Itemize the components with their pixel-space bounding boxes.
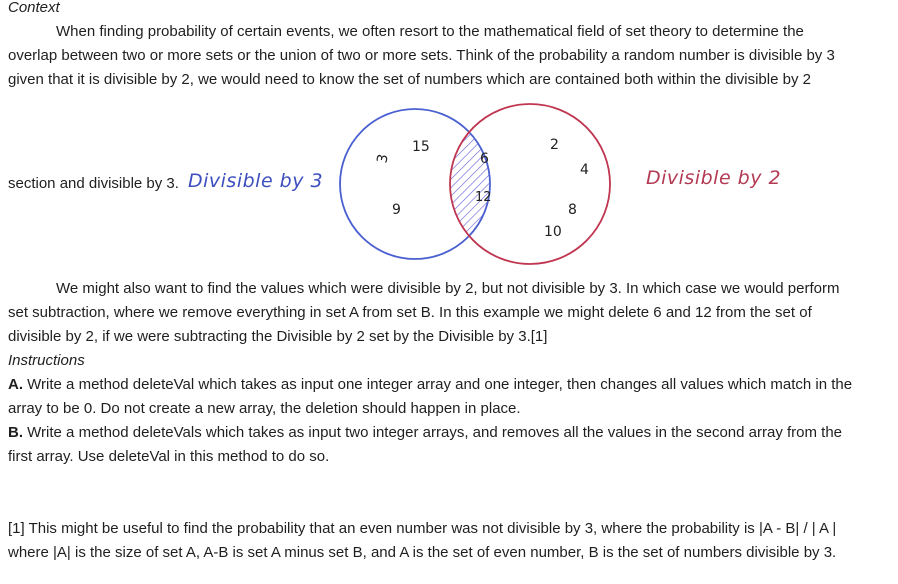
instruction-b-line-2: first array. Use deleteVal in this method to do so. xyxy=(8,448,330,465)
instructions-heading: Instructions xyxy=(8,352,85,369)
intersection-value: 6 xyxy=(480,151,489,167)
intro-line-1: When finding probability of certain events, we often resort to the mathematical field of set theory to determine the xyxy=(56,23,804,40)
set-a-value: 15 xyxy=(412,139,430,155)
set-a-label: Divisible by 3 xyxy=(188,170,324,192)
instruction-b-text: Write a method deleteVals which takes as input two integer arrays, and removes all the values in the second array from the xyxy=(23,424,843,441)
context-heading: Context xyxy=(8,0,60,16)
instruction-b-line-1 xyxy=(8,423,842,443)
set-a-value: 9 xyxy=(392,202,401,218)
instruction-a-line-1 xyxy=(8,375,852,395)
subtraction-line-1: We might also want to find the values which were divisible by 2, but not divisible by 3. In which case we would perform xyxy=(56,280,840,297)
venn-diagram xyxy=(330,96,640,274)
instruction-a-line-2: array to be 0. Do not create a new array, the deletion should happen in place. xyxy=(8,400,521,417)
instruction-a-text: Write a method deleteVal which takes as input one integer array and one integer, then changes all values which match in the xyxy=(23,376,853,393)
set-a-value: 3 xyxy=(374,152,392,165)
instruction-b-marker: B. xyxy=(8,424,23,441)
intersection-value: 12 xyxy=(475,190,492,205)
set-b-value: 2 xyxy=(550,137,559,153)
footnote-line-1: [1] This might be useful to find the probability that an even number was not divisible by 3, where the probability is |A - B| / | A | xyxy=(8,520,837,537)
set-b-label: Divisible by 2 xyxy=(646,167,782,189)
set-b-value: 4 xyxy=(580,162,589,178)
set-b-value: 10 xyxy=(544,224,562,240)
subtraction-line-2: set subtraction, where we remove everything in set A from set B. In this example we might delete 6 and 12 from the set of xyxy=(8,304,812,321)
intro-line-4: section and divisible by 3. xyxy=(8,175,179,192)
set-b-value: 8 xyxy=(568,202,577,218)
intro-line-2: overlap between two or more sets or the union of two or more sets. Think of the probability a random number is divisible by 3 xyxy=(8,47,835,64)
intro-line-3: given that it is divisible by 2, we would need to know the set of numbers which are contained both within the divisible by 2 xyxy=(8,71,811,88)
subtraction-line-3: divisible by 2, if we were subtracting the Divisible by 2 set by the Divisible by 3.[1] xyxy=(8,328,548,345)
instruction-a-marker: A. xyxy=(8,376,23,393)
footnote-line-2: where |A| is the size of set A, A-B is set A minus set B, and A is the set of even number, B is the set of numbers divisible by 3. xyxy=(8,544,837,561)
